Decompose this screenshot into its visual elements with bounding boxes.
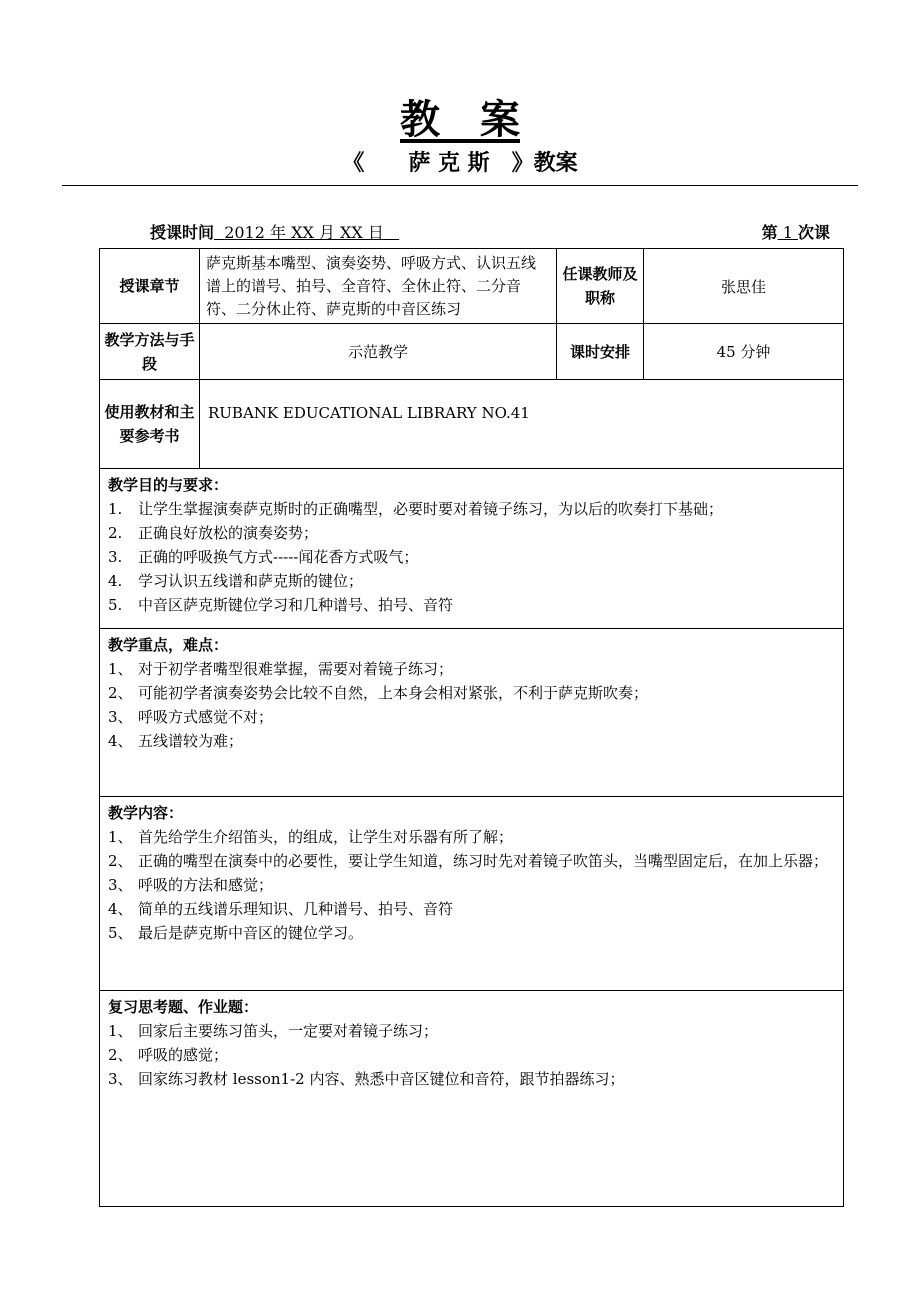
list-item: 4. 学习认识五线谱和萨克斯的键位； [108,572,364,590]
homework-heading: 复习思考题、作业题： [108,998,259,1016]
lesson-number-value: 1 [782,223,793,242]
homework-section [100,991,844,1207]
content-heading: 教学内容： [108,804,184,822]
list-item: 5、 最后是萨克斯中音区的键位学习。 [108,924,364,942]
list-item: 2. 正确良好放松的演奏姿势； [108,524,319,542]
lesson-time-value: 2012 年 XX 月 XX 日 [224,223,384,242]
lesson-time [150,220,399,243]
keypoints-heading: 教学重点，难点： [108,636,229,654]
content-row [100,797,844,991]
list-item: 2、 可能初学者演奏姿势会比较不自然，上本身会相对紧张，不利于萨克斯吹奏； [108,684,649,702]
list-item: 1、 首先给学生介绍笛头，的组成，让学生对乐器有所了解； [108,828,514,846]
list-item: 3、 回家练习教材 lesson1-2 内容、熟悉中音区键位和音符，跟节拍器练习； [108,1070,625,1088]
keypoints-row [100,629,844,797]
list-item: 2、 正确的嘴型在演奏中的必要性，要让学生知道，练习时先对着镜子吹笛头，当嘴型固定后，在加上乐器； [108,852,829,870]
list-item: 5. 中音区萨克斯键位学习和几种谱号、拍号、音符 [108,596,454,614]
lesson-number-prefix: 第 [761,223,778,242]
hours-label: 课时安排 [557,324,644,380]
method-label: 教学方法与手段 [100,324,200,380]
textbook-row [100,380,844,469]
content-section [100,797,844,991]
list-item: 2、 呼吸的感觉； [108,1046,229,1064]
goals-heading: 教学目的与要求： [108,476,229,494]
list-item: 1、 对于初学者嘴型很难掌握，需要对着镜子练习； [108,660,454,678]
goals-section [100,469,844,629]
goals-row [100,469,844,629]
document-title: 教 案 [400,96,520,143]
lesson-number-suffix: 次课 [797,223,830,242]
homework-row [100,991,844,1207]
hours-value: 45 分钟 [644,324,844,380]
keypoints-section [100,629,844,797]
lesson-time-label: 授课时间 [150,223,215,242]
header-divider [62,185,858,186]
chapter-row [100,249,844,324]
lesson-number [762,220,830,243]
list-item: 4、 简单的五线谱乐理知识、几种谱号、拍号、音符 [108,900,454,918]
teacher-value: 张思佳 [644,249,844,324]
chapter-value: 萨克斯基本嘴型、演奏姿势、呼吸方式、认识五线谱上的谱号、拍号、全音符、全休止符、二分音符、二分休止符、萨克斯的中音区练习 [200,249,557,324]
list-item: 3. 正确的呼吸换气方式-----闻花香方式吸气； [108,548,419,566]
textbook-label: 使用教材和主要参考书 [100,380,200,469]
list-item: 4、 五线谱较为难； [108,732,244,750]
teacher-label: 任课教师及职称 [557,249,644,324]
method-row [100,324,844,380]
document-subtitle: 《 萨 克 斯 》教案 [342,150,578,176]
list-item: 1、 回家后主要练习笛头，一定要对着镜子练习； [108,1022,439,1040]
list-item: 3、 呼吸的方法和感觉； [108,876,274,894]
lesson-plan-table [99,248,844,1207]
list-item: 3、 呼吸方式感觉不对； [108,708,274,726]
textbook-value: RUBANK EDUCATIONAL LIBRARY NO.41 [200,380,844,469]
method-value: 示范教学 [200,324,557,380]
list-item: 1. 让学生掌握演奏萨克斯时的正确嘴型，必要时要对着镜子练习，为以后的吹奏打下基础； [108,500,724,518]
chapter-label: 授课章节 [100,249,200,324]
